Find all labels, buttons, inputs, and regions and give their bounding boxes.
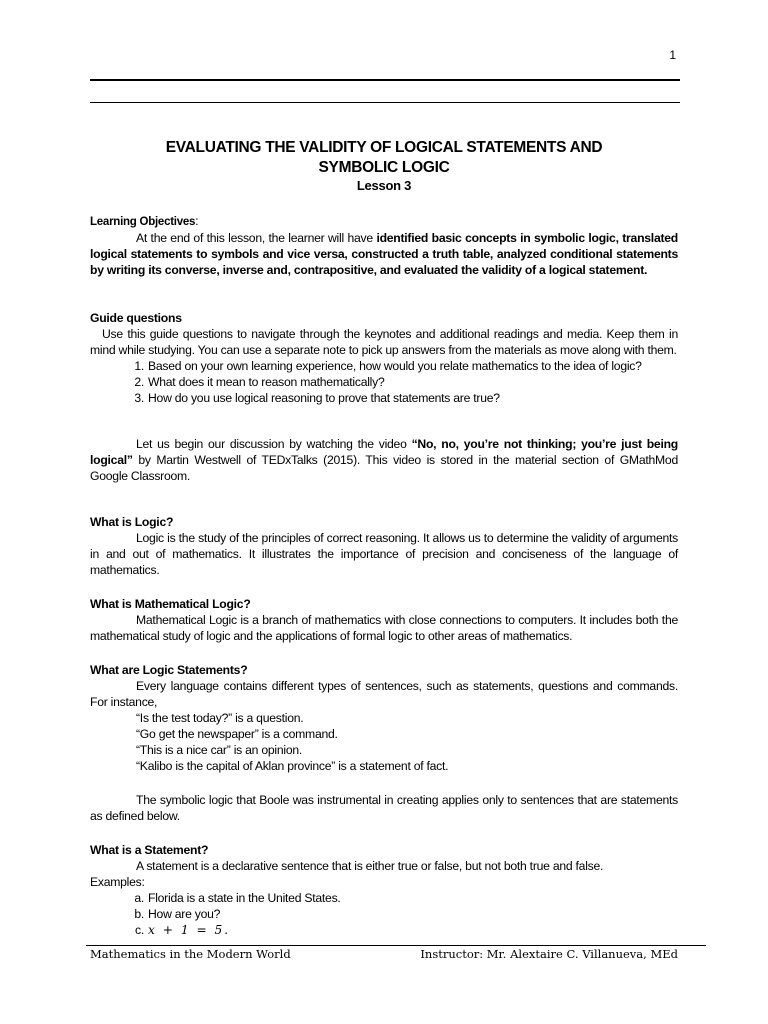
statements-paragraph: Every language contains different types of sentences, such as statements, questions and commands. For instance, [90, 679, 678, 709]
video-paragraph: Let us begin our discussion by watching the video “No, no, you’re not thinking; you’re just being logical” by Martin Westwell of TEDxTalks (2015). This video is stored in the material section of GMathMod Google Classroom. [90, 437, 678, 483]
footer-rule [86, 945, 706, 946]
objectives-paragraph: At the end of this lesson, the learner will have identified basic concepts in symbolic logic, translated logical statements to symbols and vice versa, constructed a truth table, analyzed conditional statements by writing its converse, inverse and, contrapositive, and evaluated the validity of a logical statement. [90, 231, 679, 277]
mathlogic-heading: What is Mathematical Logic? [90, 597, 251, 611]
title-line-2: SYMBOLIC LOGIC [318, 159, 450, 176]
page-footer [90, 947, 678, 961]
guide-paragraph: Use this guide questions to navigate through the keynotes and additional readings and media. Keep them in mind while studying. You can use a separate note to pick up answers from the materials as move along with them. [90, 327, 678, 357]
logic-paragraph: Logic is the study of the principles of correct reasoning. It allows us to determine the validity of arguments in and out of mathematics. It illustrates the importance of precision and conciseness of the language of mathematics. [90, 531, 678, 577]
list-item: “This is a nice car” is an opinion. [136, 743, 303, 757]
statements-heading: What are Logic Statements? [90, 663, 248, 677]
guide-heading: Guide questions [90, 311, 182, 325]
examples-label: Examples: [90, 875, 145, 889]
mathlogic-paragraph: Mathematical Logic is a branch of mathematics with close connections to computers. It includes both the mathematical study of logic and the applications of formal logic to other areas of mathematics. [90, 613, 678, 643]
lesson-label: Lesson 3 [356, 178, 412, 193]
logic-heading: What is Logic? [90, 515, 174, 529]
document-body [90, 138, 678, 938]
list-item: 2. What does it mean to reason mathematically? [134, 375, 385, 389]
footer-instructor: Instructor: Mr. Alextaire C. Villanueva, MEd [420, 947, 678, 961]
statement-heading: What is a Statement? [90, 843, 209, 857]
header-rule-thin [90, 102, 680, 103]
statement-examples [90, 710, 678, 774]
video-title: “No, no, you’re not thinking; you’re just being logical” [90, 437, 678, 467]
page-number: 1 [669, 48, 676, 62]
list-item: a. Florida is a state in the United States. [134, 891, 341, 905]
header-rule-thick [90, 79, 680, 81]
statement-definition: A statement is a declarative sentence that is either true or false, but not both true and false. [136, 859, 604, 873]
list-item: b. How are you? [134, 907, 221, 921]
list-item: 3. How do you use logical reasoning to prove that statements are true? [134, 391, 500, 405]
boole-paragraph: The symbolic logic that Boole was instrumental in creating applies only to sentences that are statements as defined below. [90, 793, 678, 823]
objectives-heading: Learning Objectives: [90, 216, 199, 228]
list-item: c. x + 1 = 5. [135, 923, 231, 937]
list-item: “Is the test today?” is a question. [136, 711, 304, 725]
math-equation: x + 1 = 5. [148, 923, 231, 937]
list-item: “Go get the newspaper” is a command. [136, 727, 338, 741]
guide-list [90, 358, 678, 406]
footer-course: Mathematics in the Modern World [90, 947, 291, 961]
list-item: “Kalibo is the capital of Aklan province” is a statement of fact. [136, 759, 449, 773]
list-item: 1. Based on your own learning experience, how would you relate mathematics to the idea of logic? [134, 359, 642, 373]
title-line-1: EVALUATING THE VALIDITY OF LOGICAL STATEMENTS AND [165, 139, 603, 156]
statement-example-list [90, 890, 678, 938]
